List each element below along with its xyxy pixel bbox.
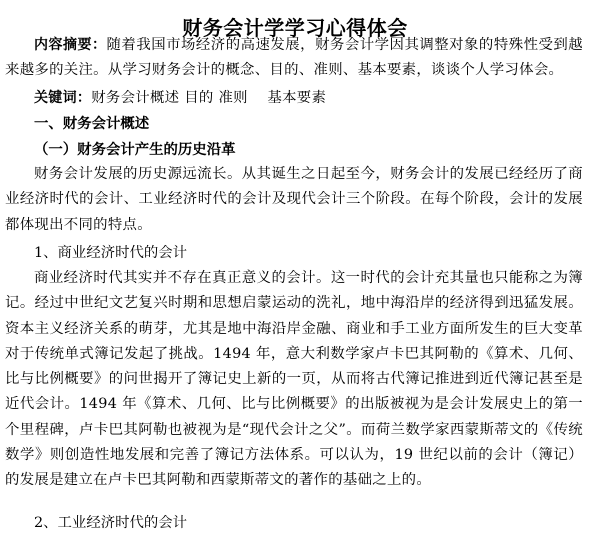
keywords-label: 关键词：: [34, 90, 92, 106]
commercial-era-paragraph: 商业经济时代其实并不存在真正意义的会计。这一时代的会计充其量也只能称之为簿记。经过中世纪文艺复兴时期和思想启蒙运动的洗礼，地中海沿岸的经济得到迅猛发展。资本主义经济关系的萌芽，尤其是地中海沿岸金融、商业和手工业方面所发生的巨大变革对于传统单式簿记发起了挑战。1494 年，意大利数学家卢卡巴其阿勒的《算术、几何、比与比例概要》的问世揭开了簿记史上新的一页，从而将古代簿记推进到近代簿记甚至是近代会计。1494 年《算术、几何、比与比例概要》的出版被视为是会计发展史上的第一个里程碑，卢卡巴其阿勒也被视为是“现代会计之父”。而荷兰数学家西蒙斯蒂文的《传统数学》则创造性地发展和完善了簿记方法体系。可以认为，19 世纪以前的会计（簿记）的发展是建立在卢卡巴其阿勒和西蒙斯蒂文的著作的基础之上的。: [5, 270, 583, 489]
history-paragraph: 财务会计发展的历史源远流长。从其诞生之日起至今，财务会计的发展已经经历了商业经济时代的会计、工业经济时代的会计及现代会计三个阶段。在每个阶段，会计的发展都体现出不同的特点。: [5, 166, 583, 233]
document-title: 财务会计学学习心得体会: [182, 16, 408, 41]
abstract-paragraph: [5, 33, 583, 84]
abstract-text: 随着我国市场经济的高速发展，财务会计学因其调整对象的特殊性受到越来越多的关注。从学习财务会计的概念、目的、准则、基本要素，谈谈个人学习体会。: [5, 37, 583, 79]
item-2-heading: 2、工业经济时代的会计: [34, 515, 188, 531]
keywords-text: 财务会计概述 目的 准则 基本要素: [91, 90, 327, 106]
keywords-paragraph: [5, 86, 583, 111]
item-1-heading: 1、商业经济时代的会计: [34, 245, 188, 261]
abstract-label: 内容摘要：: [34, 37, 107, 53]
section-1-heading: 一、财务会计概述: [34, 116, 150, 132]
subsection-1-heading: （一）财务会计产生的历史沿革: [34, 142, 236, 158]
